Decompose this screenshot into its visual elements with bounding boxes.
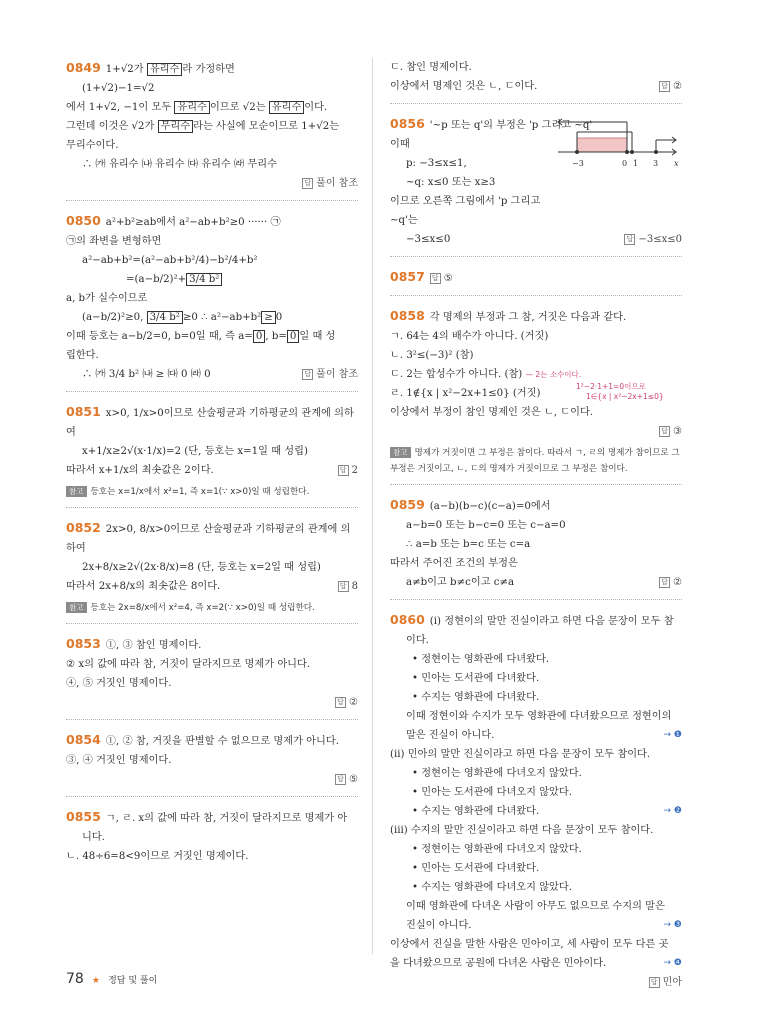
boxed-term: 무리수 [158, 120, 194, 133]
tick-label-3: 3 [653, 159, 659, 168]
answer-badge: 답 ③ [659, 422, 682, 441]
answer-badge: 답 ⑤ [430, 269, 453, 288]
answer-icon: 답 [659, 426, 670, 437]
right-column [390, 58, 682, 1000]
problem-0857 [390, 267, 682, 296]
separator [390, 255, 682, 257]
separator [390, 294, 682, 296]
step-marker: → ❶ [663, 730, 682, 740]
answer-badge: 답 ⑤ [335, 770, 358, 789]
separator [66, 718, 358, 720]
star-icon: ★ [91, 976, 100, 986]
note-tag: 참고 [66, 602, 87, 613]
side-note: 1²−2·1+1=0이므로 1∈{x | x²−2x+1≤0} [576, 382, 664, 401]
answer-badge: 답 ② [659, 77, 682, 96]
problem-number: 0860 [390, 612, 425, 627]
page-footer [66, 968, 157, 987]
note-tag: 참고 [390, 447, 411, 458]
separator [66, 622, 358, 624]
answer-badge: 답 풀이 참조 [302, 174, 358, 193]
answer-icon: 답 [335, 774, 346, 785]
answer-badge: 답 2 [338, 461, 358, 480]
boxed-term: ≥ [261, 311, 276, 324]
point-1 [630, 150, 634, 154]
tick-label-0: 0 [622, 159, 628, 168]
note-tag: 참고 [66, 486, 87, 497]
answer-icon: 답 [302, 178, 313, 189]
answer-badge: 답 ② [335, 693, 358, 712]
problem-0853: 0853 ①, ③ 참인 명제이다. ② x의 값에 따라 참, 거짓이 달라지므로 명제가 아니다. ④, ⑤ 거짓인 명제이다. 답 ② [66, 634, 358, 720]
answer-icon: 답 [659, 81, 670, 92]
side-note: — 2는 소수이다. [525, 370, 582, 379]
tick-label-minus3: −3 [572, 159, 584, 168]
problem-number: 0852 [66, 520, 101, 535]
separator [390, 598, 682, 600]
problem-0852: 0852 2x>0, 8/x>0이므로 산술평균과 기하평균의 관계에 의 하여 2x+8/x≥2√(2x·8/x)=8 (단, 등호는 x=2일 때 성립) 따라서 2x+8/x의 최솟값은 8이다. 답 8 참고 등호는 2x=8/x에서 x²=4, 즉 x=2(∵ x>0)일 때 성립한다. [66, 518, 358, 624]
problem-number: 0851 [66, 404, 101, 419]
answer-icon: 답 [430, 273, 441, 284]
problem-number: 0849 [66, 60, 101, 75]
answer-badge: 답 −3≤x≤0 [624, 230, 682, 249]
problem-number: 0856 [390, 116, 425, 131]
number-line-diagram [548, 110, 683, 190]
separator [66, 506, 358, 508]
separator [390, 102, 682, 104]
answer-icon: 답 [338, 581, 349, 592]
boxed-term: 유리수 [269, 101, 305, 114]
boxed-term: 3/4 b² [186, 273, 222, 286]
problem-0849: 0849 1+√2가 유리수 라 가정하면 (1+√2)−1=√2 에서 1+√2, −1이 모두 유리수 이므로 √2는 유리수 이다. 그런데 이것은 √2가 무리수 라는 사실에 모순이므로 1+√2는 무리수이다. ∴ ㈎ 유리수 ㈏ 유리수 ㈐ 유리수 ㈑ 무리수 답 풀이 참조 [66, 58, 358, 201]
problem-number: 0854 [66, 732, 101, 747]
reference-note: 참고 명제가 거짓이면 그 부정은 참이다. 따라서 ㄱ, ㄹ의 명제가 참이므로 그 부정은 거짓이고, ㄴ, ㄷ의 명제가 거짓이므로 그 부정은 참이다. [390, 448, 680, 474]
problem-0859: 0859 (a−b)(b−c)(c−a)=0에서 a−b=0 또는 b−c=0 또는 c−a=0 ∴ a=b 또는 b=c 또는 c=a 따라서 주어진 조건의 부정은 a≠b이고 b≠c이고 c≠a 답 ② [390, 495, 682, 600]
separator [390, 483, 682, 485]
point-3 [654, 150, 658, 154]
answer-icon: 답 [335, 697, 346, 708]
problem-0855: 0855 ㄱ, ㄹ. x의 값에 따라 참, 거짓이 달라지므로 명제가 아 니다. ㄴ. 48÷6=8<9이므로 거짓인 명제이다. [66, 809, 348, 862]
answer-icon: 답 [338, 465, 349, 476]
reference-note: 참고 등호는 x=1/x에서 x²=1, 즉 x=1(∵ x>0)일 때 성립한다. [66, 484, 358, 500]
step-marker: → ❹ [663, 958, 682, 968]
problem-number: 0855 [66, 809, 101, 824]
left-column [66, 58, 358, 874]
problem-0858: 0858 각 명제의 부정과 그 참, 거짓은 다음과 같다. ㄱ. 64는 4의 배수가 아니다. (거짓) ㄴ. 3²≤(−3)² (참) ㄷ. 2는 합성수가 아니다. (참) — 2는 소수이다. ㄹ. 1∉{x | x²−2x+1≤0} (거짓) 1²−2·1+1=0이므로 1∈{x | x²−2x+1≤0} 이상에서 부정이 참인 명제인 것은 ㄴ, ㄷ이다. 답 ③ 참고 명제가 거짓이면 그 부정은 참이다. 따라서 ㄱ, ㄹ의 명제가 참이므로 그 부정은 거짓이고, ㄴ, ㄷ의 명제가 거짓이므로 그 부정은 참이다. [390, 306, 682, 485]
step-marker: → ❸ [663, 920, 682, 930]
problem-number: 0850 [66, 213, 101, 228]
answer-icon: 답 [624, 234, 635, 245]
problem-number: 0853 [66, 636, 101, 651]
problem-number: 0857 [390, 269, 425, 284]
answer-icon: 답 [302, 369, 313, 380]
footer-label: 정답 및 풀이 [108, 976, 158, 986]
problem-0860: 0860 (ⅰ) 정현이의 말만 진실이라고 하면 다음 문장이 모두 참 이다. • 정현이는 영화관에 다녀왔다. • 민아는 도서관에 다녀왔다. • 수지는 영화관에 다녀왔다. 이때 정현이와 수지가 모두 영화관에 다녀왔으므로 정현이의 말은 진실이 아니다. → ❶ (ⅱ) 민아의 말만 진실이라고 하면 다음 문장이 모두 참이다. • 정현이는 영화관에 다녀오지 않았다. • 민아는 도서관에 다녀오지 않았다. • 수지는 영화관에 다녀왔다. → ❷ (ⅲ) 수지의 말만 진실이라고 하면 다음 문장이 모두 참이다. • 정현이는 영화관에 다녀오지 않았다. • 민아는 도서관에 다녀왔다. • 수지는 영화관에 다녀오지 않았다. 이때 영화관에 다녀온 사람이 아무도 없으므로 수지의 말은 진실이 아니다. → ❸ 이상에서 진실을 말한 사람은 민아이고, 세 사람이 모두 다른 곳 을 다녀왔으므로 공원에 다녀온 사람은 민아이다. → ❹ 답 민아 [390, 610, 682, 992]
reference-note: 참고 등호는 2x=8/x에서 x²=4, 즉 x=2(∵ x>0)일 때 성립한다. [66, 600, 358, 616]
answer-icon: 답 [649, 977, 660, 988]
point-0 [625, 150, 629, 154]
step-marker: → ❷ [663, 806, 682, 816]
problem-0856: −3 0 1 3 x 0856 '~p 또는 q'의 부정은 'p 그리고 ~q' 이때 p: −3≤x≤1, ~q: x≤0 또는 x≥3 이므로 오른쪽 그림에서 'p 그리고 ~q'는 −3≤x≤0 답 −3≤x≤0 [390, 114, 682, 257]
separator [66, 199, 358, 201]
separator [66, 795, 358, 797]
column-divider [372, 58, 373, 954]
problem-0850: 0850 a²+b²≥ab에서 a²−ab+b²≥0 ······ ㉠ ㉠의 좌변을 변형하면 a²−ab+b²=(a²−ab+b²/4)−b²/4+b² =(a−b/2)²+ 3/4 b² a, b가 실수이므로 (a−b/2)²≥0, 3/4 b² ≥0 ∴ a²−ab+b² ≥ 0 이때 등호는 a−b/2=0, b=0일 때, 즉 a= 0 , b= 0 일 때 성 립한다. ∴ ㈎ 3/4 b² ㈏ ≥ ㈐ 0 ㈑ 0 답 풀이 참조 [66, 211, 358, 392]
problem-0855-continued: ㄷ. 참인 명제이다. 이상에서 명제인 것은 ㄴ, ㄷ이다. 답 ② [390, 58, 682, 104]
answer-badge: 답 풀이 참조 [302, 365, 358, 384]
boxed-term: 유리수 [174, 101, 210, 114]
answer-badge: 답 ② [659, 573, 682, 592]
answer-badge: 답 8 [338, 577, 358, 596]
separator [66, 390, 358, 392]
answer-badge: 답 민아 [649, 973, 682, 992]
intersection-region [577, 138, 627, 152]
problem-number: 0858 [390, 308, 425, 323]
tick-label-x: x [674, 159, 679, 168]
boxed-term: 0 [287, 330, 299, 343]
boxed-term: 0 [253, 330, 265, 343]
problem-0854: 0854 ①, ② 참, 거짓을 판별할 수 없으므로 명제가 아니다. ③, ④ 거짓인 명제이다. 답 ⑤ [66, 730, 358, 797]
problem-0851: 0851 x>0, 1/x>0이므로 산술평균과 기하평균의 관계에 의하 여 x+1/x≥2√(x·1/x)=2 (단, 등호는 x=1일 때 성립) 따라서 x+1/x의 최솟값은 2이다. 답 2 참고 등호는 x=1/x에서 x²=1, 즉 x=1(∵ x>0)일 때 성립한다. [66, 402, 358, 508]
problem-number: 0859 [390, 497, 425, 512]
tick-label-1: 1 [633, 159, 639, 168]
boxed-term: 유리수 [147, 63, 183, 76]
boxed-term: 3/4 b² [147, 311, 183, 324]
page-number: 78 [66, 971, 84, 987]
point-minus3 [575, 150, 579, 154]
answer-icon: 답 [659, 577, 670, 588]
